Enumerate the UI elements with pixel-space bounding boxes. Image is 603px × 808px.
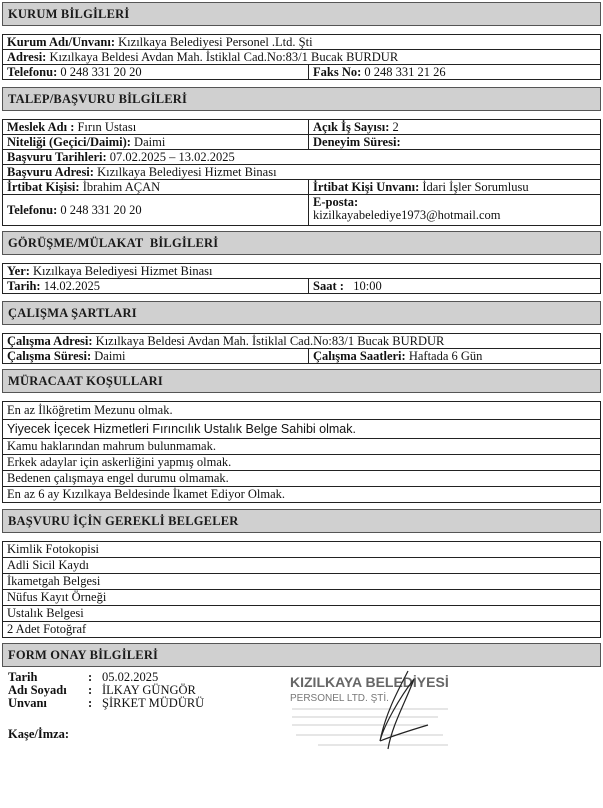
- irtibat-unvan-value: İdari İşler Sorumlusu: [422, 179, 529, 194]
- talep-tarih-row: [2, 150, 601, 165]
- section-gorusme-header: GÖRÜŞME/MÜLAKAT BİLGİLERİ: [2, 231, 601, 255]
- calisma-adres-label: Çalışma Adresi:: [7, 333, 93, 348]
- list-item: Kamu haklarından mahrum bulunmamak.: [2, 439, 601, 455]
- list-item: En az İlköğretim Mezunu olmak.: [2, 401, 601, 420]
- stamp-line1: KIZILKAYA BELEDİYESİ: [290, 674, 449, 690]
- basvuru-adres-value: Kızılkaya Belediyesi Hizmet Binası: [97, 164, 277, 179]
- onay-block: [2, 667, 601, 761]
- onay-tarih-label: Tarih: [8, 670, 38, 684]
- basvuru-tarih-label: Başvuru Tarihleri:: [7, 149, 107, 164]
- eposta-label: E-posta:: [313, 195, 359, 209]
- meslek-value: Fırın Ustası: [77, 119, 137, 134]
- irtibat-value: İbrahim AÇAN: [82, 179, 161, 194]
- gorusme-saat-value: 10:00: [353, 278, 382, 293]
- kurum-telefon-value: 0 248 331 20 20: [60, 64, 142, 79]
- kurum-adi-row: [2, 34, 601, 50]
- list-item: Kimlik Fotokopisi: [2, 541, 601, 558]
- nitelik-value: Daimi: [134, 134, 166, 149]
- onay-tarih-value: 05.02.2025: [102, 670, 159, 684]
- gorusme-yer-label: Yer:: [7, 263, 30, 278]
- stamp-faded-lines: [292, 709, 448, 745]
- eposta-value: kizilkayabelediye1973@hotmail.com: [313, 208, 501, 222]
- muracaat-list: [2, 401, 601, 503]
- basvuru-adres-label: Başvuru Adresi:: [7, 164, 94, 179]
- onay-unvan-row: Unvanı : ŞİRKET MÜDÜRÜ: [8, 696, 205, 710]
- kurum-telefon-row: [2, 65, 601, 80]
- list-item: 2 Adet Fotoğraf: [2, 622, 601, 638]
- section-onay-header: FORM ONAY BİLGİLERİ: [2, 643, 601, 667]
- company-stamp-icon: [288, 667, 458, 753]
- irtibat-label: İrtibat Kişisi:: [7, 179, 80, 194]
- list-item: Ustalık Belgesi: [2, 606, 601, 622]
- belgeler-list: [2, 541, 601, 638]
- talep-adres-row: [2, 165, 601, 180]
- form-page: [2, 2, 601, 761]
- onay-ad-label: Adı Soyadı: [8, 683, 67, 697]
- acik-is-label: Açık İş Sayısı:: [313, 119, 390, 134]
- calisma-saat-value: Haftada 6 Gün: [408, 348, 483, 363]
- calisma-sure-row: [2, 349, 601, 364]
- section-calisma-header: ÇALIŞMA ŞARTLARI: [2, 301, 601, 325]
- gorusme-yer-value: Kızılkaya Belediyesi Hizmet Binası: [33, 263, 213, 278]
- calisma-adres-value: Kızılkaya Beldesi Avdan Mah. İstiklal Cad.No:83/1 Bucak BURDUR: [95, 333, 445, 348]
- calisma-adres-row: [2, 333, 601, 349]
- calisma-sure-value: Daimi: [94, 348, 126, 363]
- list-item: Bedenen çalışmaya engel durumu olmamak.: [2, 471, 601, 487]
- gorusme-tarih-label: Tarih:: [7, 278, 41, 293]
- talep-irtibat-row: [2, 180, 601, 195]
- list-item: Yiyecek İçecek Hizmetleri Fırıncılık Ustalık Belge Sahibi olmak.: [2, 420, 601, 439]
- list-item: İkametgah Belgesi: [2, 574, 601, 590]
- talep-telefon-row: [2, 195, 601, 226]
- section-muracaat-header: MÜRACAAT KOŞULLARI: [2, 369, 601, 393]
- onay-ad-row: Adı Soyadı : İLKAY GÜNGÖR: [8, 683, 196, 697]
- gorusme-saat-label: Saat :: [313, 278, 344, 293]
- kurum-telefon-label: Telefonu:: [7, 64, 58, 79]
- section-talep-header: TALEP/BAŞVURU BİLGİLERİ: [2, 87, 601, 111]
- basvuru-tarih-value: 07.02.2025 – 13.02.2025: [109, 149, 235, 164]
- kurum-adi-label: Kurum Adı/Unvanı:: [7, 34, 116, 49]
- gorusme-tarih-value: 14.02.2025: [43, 278, 100, 293]
- kurum-adres-value: Kızılkaya Beldesi Avdan Mah. İstiklal Cad.No:83/1 Bucak BURDUR: [49, 49, 399, 64]
- onay-ad-value: İLKAY GÜNGÖR: [102, 683, 196, 697]
- calisma-saat-label: Çalışma Saatleri:: [313, 348, 406, 363]
- gorusme-tarih-row: [2, 279, 601, 294]
- deneyim-label: Deneyim Süresi:: [313, 134, 401, 149]
- onay-unvan-label: Unvanı: [8, 696, 47, 710]
- section-belgeler-header: BAŞVURU İÇİN GEREKLİ BELGELER: [2, 509, 601, 533]
- irtibat-unvan-label: İrtibat Kişi Unvanı:: [313, 179, 420, 194]
- kurum-adi-value: Kızılkaya Belediyesi Personel .Ltd. Şti: [118, 34, 313, 49]
- section-kurum-header: KURUM BİLGİLERİ: [2, 2, 601, 26]
- gorusme-yer-row: [2, 263, 601, 279]
- onay-unvan-value: ŞİRKET MÜDÜRÜ: [102, 696, 205, 710]
- acik-is-value: 2: [392, 119, 399, 134]
- stamp-line2: PERSONEL LTD. ŞTİ.: [290, 693, 389, 704]
- list-item: Erkek adaylar için askerliğini yapmış olmak.: [2, 455, 601, 471]
- kurum-faks-value: 0 248 331 21 26: [364, 64, 446, 79]
- onay-tarih-row: Tarih : 05.02.2025: [8, 670, 159, 684]
- list-item: En az 6 ay Kızılkaya Beldesinde İkamet Ediyor Olmak.: [2, 487, 601, 503]
- nitelik-label: Niteliği (Geçici/Daimi):: [7, 134, 131, 149]
- meslek-label: Meslek Adı :: [7, 119, 75, 134]
- kurum-faks-label: Faks No:: [313, 64, 362, 79]
- talep-nitelik-row: [2, 135, 601, 150]
- kase-imza-label: Kaşe/İmza:: [8, 727, 70, 741]
- talep-telefon-value: 0 248 331 20 20: [60, 202, 142, 217]
- calisma-sure-label: Çalışma Süresi:: [7, 348, 92, 363]
- kurum-adres-label: Adresi:: [7, 49, 47, 64]
- talep-meslek-row: [2, 119, 601, 135]
- kurum-adres-row: [2, 50, 601, 65]
- talep-telefon-label: Telefonu:: [7, 202, 58, 217]
- list-item: Nüfus Kayıt Örneği: [2, 590, 601, 606]
- list-item: Adli Sicil Kaydı: [2, 558, 601, 574]
